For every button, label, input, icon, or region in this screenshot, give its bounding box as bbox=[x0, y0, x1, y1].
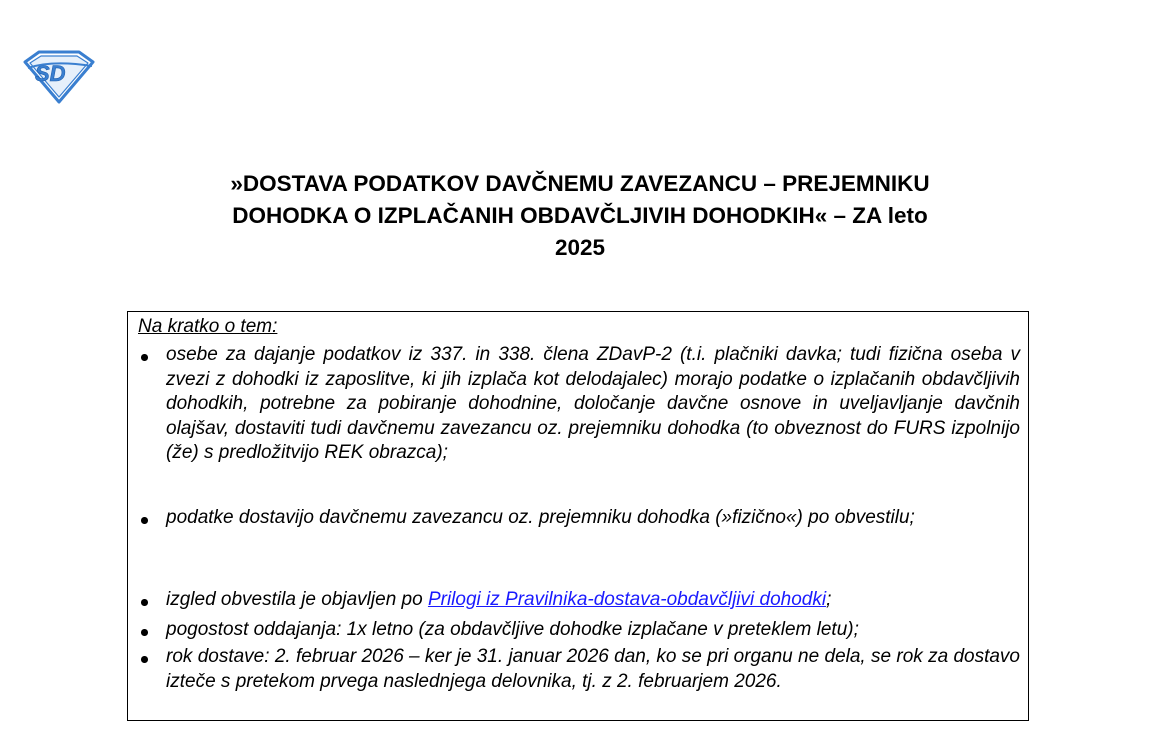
list-item bbox=[166, 645, 1020, 694]
bullet-icon bbox=[141, 354, 148, 361]
summary-heading: Na kratko o tem: bbox=[138, 316, 278, 337]
title-line-2: DOHODKA O IZPLAČANIH OBDAVČLJIVIH DOHODKIH« – ZA leto bbox=[232, 203, 928, 228]
list-item-prefix: izgled obvestila je objavljen po bbox=[166, 589, 428, 610]
bullet-icon bbox=[141, 656, 148, 663]
title-line-1: »DOSTAVA PODATKOV DAVČNEMU ZAVEZANCU – PREJEMNIKU bbox=[230, 171, 930, 196]
list-item-suffix: ; bbox=[826, 589, 832, 610]
list-item bbox=[166, 618, 1020, 643]
bullet-icon bbox=[141, 629, 148, 636]
list-item-text: rok dostave: 2. februar 2026 – ker je 31. januar 2026 dan, ko se pri organu ne dela, se rok za dostavo izteče s pretekom prvega naslednjega delovnika, tj. z 2. februarjem 2026. bbox=[166, 646, 1020, 692]
summary-box bbox=[127, 311, 1029, 721]
list-item-text: osebe za dajanje podatkov iz 337. in 338. člena ZDavP-2 (t.i. plačniki davka; tudi fizična oseba v zvezi z dohodki iz zaposlitve, ki jih izplača kot delodajalec) morajo podatke o izplačanih obdavčljivih dohodkih, potrebne za pobiranje dohodnine, določanje davčne osnove in uveljavljanje davčnih olajšav, dostaviti tudi davčnemu zavezancu oz. prejemniku dohodka (to obveznost do FURS izpolnijo (že) s predložitvijo REK obrazca); bbox=[166, 344, 1020, 463]
list-item bbox=[166, 343, 1020, 466]
title-line-3: 2025 bbox=[554, 235, 606, 260]
shield-sd-logo-icon bbox=[22, 48, 96, 104]
attachment-link[interactable]: Prilogi iz Pravilnika-dostava-obdavčljivi dohodki bbox=[427, 589, 827, 610]
list-item-text: pogostost oddajanja: 1x letno (za obdavčljive dohodke izplačane v preteklem letu); bbox=[166, 619, 859, 640]
list-item bbox=[166, 588, 1020, 613]
document-title bbox=[110, 168, 1050, 264]
list-item-text: podatke dostavijo davčnemu zavezancu oz. prejemniku dohodka (»fizično«) po obvestilu; bbox=[166, 507, 915, 528]
bullet-icon bbox=[141, 599, 148, 606]
bullet-icon bbox=[141, 517, 148, 524]
svg-text:SD: SD bbox=[35, 61, 66, 86]
list-item bbox=[166, 506, 1020, 531]
